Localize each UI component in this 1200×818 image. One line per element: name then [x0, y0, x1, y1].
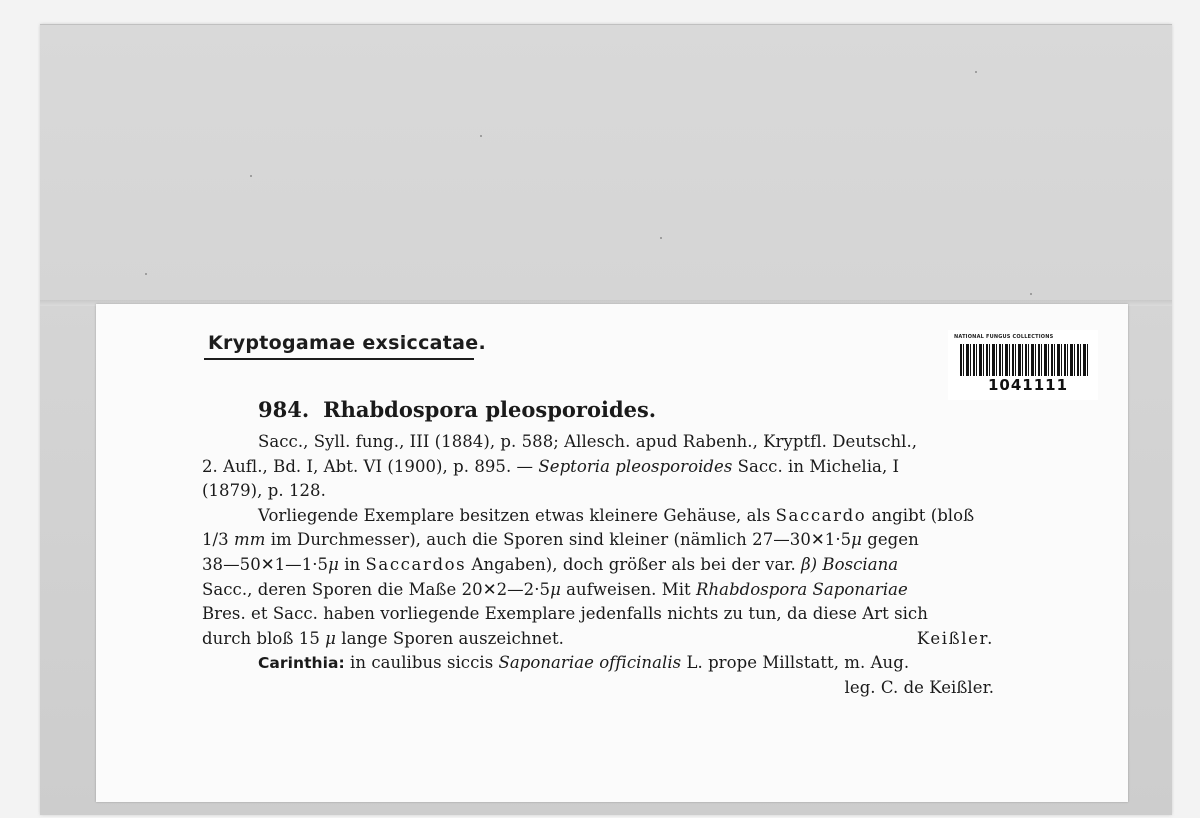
unit-text: μ [851, 530, 862, 550]
unit-text: mm [234, 530, 266, 550]
description-text: lange Sporen auszeichnet. [341, 628, 564, 648]
series-title-underline [204, 358, 474, 360]
citation-line-3: (1879), p. 128. [202, 481, 326, 501]
unit-text: μ [328, 554, 339, 574]
locality-text: in caulibus siccis [350, 653, 494, 673]
collector-line [202, 676, 1022, 701]
specimen-label [96, 304, 1128, 802]
locality-region: Carinthia: [258, 654, 345, 673]
description-text: 1/3 [202, 530, 229, 550]
description-text: im Durchmesser), auch die Sporen sind kleiner (nämlich 27—30✕1·5 [270, 530, 852, 550]
citation-text: 2. Aufl., Bd. I, Abt. VI (1900), p. 895. — [202, 456, 534, 476]
description-text: in [344, 554, 361, 574]
unit-text: μ [550, 579, 561, 599]
paper-speck [480, 135, 482, 137]
description-author: Keißler. [916, 628, 994, 648]
description-text: Angaben), doch größer als bei der var. [471, 554, 796, 574]
description-line-4 [202, 578, 1022, 603]
description-text: Sacc., deren Sporen die Maße 20✕2—2·5 [202, 579, 551, 599]
author-citation: Saccardos [365, 554, 467, 574]
series-title: Kryptogamae exsiccatae. [208, 332, 486, 354]
locality-text: L. prope Millstatt, m. Aug. [686, 653, 910, 673]
author-citation: Saccardo [775, 505, 867, 525]
description-text: Vorliegende Exemplare besitzen etwas kleinere Gehäuse, als [258, 505, 771, 525]
barcode-number: 1041111 [988, 376, 1069, 394]
citation-line-1: Sacc., Syll. fung., III (1884), p. 588; Allesch. apud Rabenh., Kryptfl. Deutschl., [258, 432, 918, 451]
paper-speck [1030, 293, 1032, 295]
description-text: angibt (bloß [871, 505, 975, 525]
barcode-caption: NATIONAL FUNGUS COLLECTIONS [954, 334, 1054, 340]
description-line-6-text [202, 627, 564, 652]
citation-text: Sacc. in Michelia, I [737, 456, 900, 476]
description-line-3 [202, 553, 1022, 578]
host-name: Saponariae officinalis [498, 653, 682, 673]
description-text: aufweisen. Mit [566, 579, 691, 599]
paper-speck [145, 273, 147, 275]
paper-speck [660, 237, 662, 239]
species-name: Rhabdospora Saponariae [696, 579, 908, 599]
description-line-2 [202, 528, 1022, 553]
locality-line [202, 651, 1022, 676]
paper-speck [250, 175, 252, 177]
taxon-heading [258, 396, 1022, 424]
barcode-sticker [948, 330, 1098, 400]
description-line-6 [202, 627, 1022, 652]
description-line-5: Bres. et Sacc. haben vorliegende Exemplare jedenfalls nichts zu tun, da diese Art sich [202, 604, 928, 624]
barcode-icon [960, 344, 1090, 376]
paper-speck [975, 71, 977, 73]
collector: leg. C. de Keißler. [844, 677, 994, 697]
taxon-name: Rhabdospora pleosporoides. [323, 397, 657, 422]
citation-line-2 [202, 455, 1022, 480]
variety-name: β) Bosciana [801, 554, 899, 574]
entry-number: 984. [258, 397, 310, 422]
description-text: durch bloß 15 [202, 628, 320, 648]
description-text: gegen [867, 530, 919, 550]
unit-text: μ [325, 628, 336, 648]
label-text [202, 396, 1022, 701]
synonym-name: Septoria pleosporoides [538, 456, 733, 476]
description-text: 38—50✕1—1·5 [202, 554, 329, 574]
description-line-1 [202, 504, 1022, 529]
